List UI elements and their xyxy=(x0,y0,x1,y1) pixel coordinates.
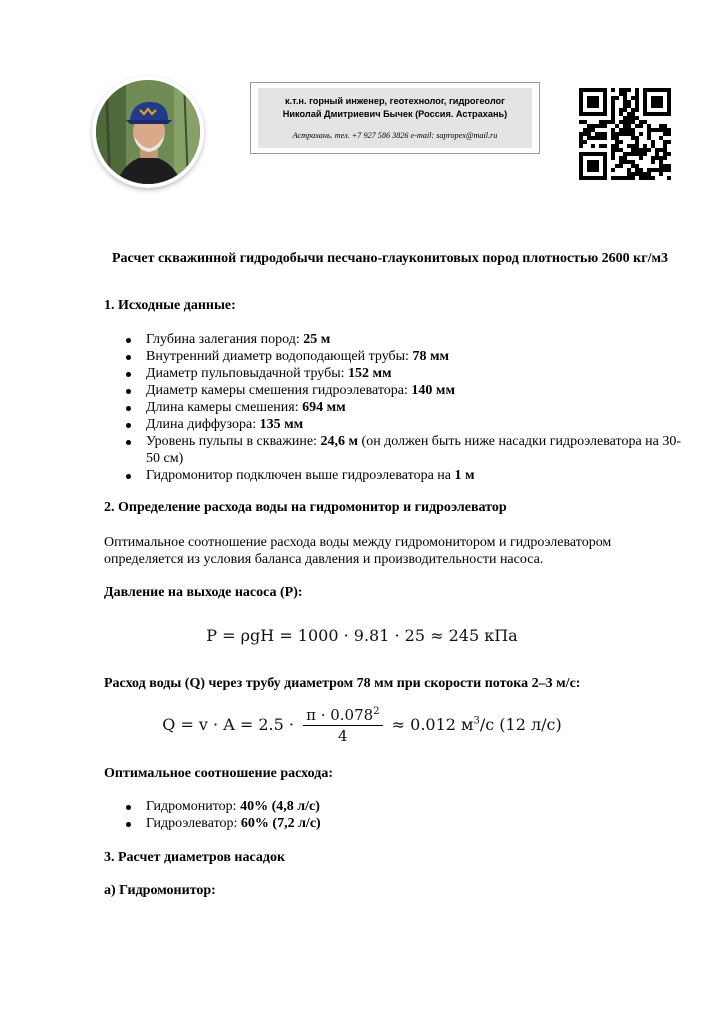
list-item-value: 1 м xyxy=(454,468,475,483)
ratio-item-value: 40% (4,8 л/с) xyxy=(240,799,320,814)
list-item-label: Диаметр пульповыдачной трубы: xyxy=(146,366,349,381)
list-item xyxy=(104,467,684,484)
list-item-value: 78 мм xyxy=(412,349,450,364)
pressure-heading: Давление на выходе насоса (P): xyxy=(104,585,303,600)
flow-formula-lhs: Q = v · A = 2.5 · xyxy=(162,715,294,734)
flow-formula-numerator xyxy=(303,706,382,726)
list-item xyxy=(104,382,684,399)
list-item-label: Внутренний диаметр водоподающей трубы: xyxy=(146,349,413,364)
list-item-label: Глубина залегания пород: xyxy=(146,332,304,347)
section-2-paragraph-line-1: Оптимальное соотношение расхода воды между гидромонитором и гидроэлеватором xyxy=(104,535,612,550)
author-avatar xyxy=(96,80,200,184)
flow-formula-rhs: ≈ 0.012 м xyxy=(391,715,474,734)
ratio-heading: Оптимальное соотношение расхода: xyxy=(104,766,333,781)
section-3-sub-a: а) Гидромонитор: xyxy=(104,883,216,898)
section-2-paragraph-line-2: определяется из условия баланса давления и производительности насоса. xyxy=(104,552,544,567)
flow-formula-fraction xyxy=(303,706,382,745)
list-item-value: 25 м xyxy=(303,332,331,347)
section-3-heading: 3. Расчет диаметров насадок xyxy=(104,850,286,865)
flow-formula-rhs-exponent: 3 xyxy=(473,715,480,727)
list-item xyxy=(104,433,684,467)
pressure-formula-text: P = ρgH = 1000 · 9.81 · 25 ≈ 245 кПа xyxy=(206,626,518,645)
list-item xyxy=(104,348,684,365)
author-card-inner xyxy=(258,88,532,148)
section-1-heading: 1. Исходные данные: xyxy=(104,298,236,313)
ratio-item-label: Гидромонитор: xyxy=(146,799,241,814)
portrait-photo-icon xyxy=(96,80,200,184)
list-item-label: Гидромонитор подключен выше гидроэлеватора на xyxy=(146,468,455,483)
section-2-heading: 2. Определение расхода воды на гидромонитор и гидроэлеватор xyxy=(104,500,507,515)
flow-formula-rhs-tail: /с (12 л/с) xyxy=(479,715,562,734)
author-name: Николай Дмитриевич Бычек (Россия. Астрахань) xyxy=(282,109,508,119)
ratio-item xyxy=(104,815,684,832)
ratio-item-label: Гидроэлеватор: xyxy=(146,816,241,831)
list-item-label: Длина камеры смешения: xyxy=(146,400,303,415)
document-title: Расчет скважинной гидродобычи песчано-глауконитовых пород плотностью 2600 кг/м3 xyxy=(112,251,668,266)
author-credentials: к.т.н. горный инженер, геотехнолог, гидрогеолог xyxy=(285,96,505,106)
pressure-formula xyxy=(0,626,724,645)
list-item-label: Уровень пульпы в скважине: xyxy=(146,434,321,449)
list-item-value: 152 мм xyxy=(348,366,392,381)
list-item-value: 135 мм xyxy=(259,417,304,432)
author-contacts: Астрахань. тел. +7 927 586 3826 e-mail: sapropex@mail.ru xyxy=(292,131,498,140)
ratio-list xyxy=(104,798,684,832)
qr-code-icon xyxy=(579,88,671,180)
author-card xyxy=(250,82,540,154)
list-item-label: Длина диффузора: xyxy=(146,417,260,432)
list-item xyxy=(104,365,684,382)
list-item-note: (он должен быть ниже насадки гидроэлеватора на 30-50 см) xyxy=(146,434,682,466)
list-item xyxy=(104,416,684,433)
initial-data-list xyxy=(104,331,684,484)
flow-heading: Расход воды (Q) через трубу диаметром 78 мм при скорости потока 2–3 м/с: xyxy=(104,676,581,691)
qr-code-graphic xyxy=(579,88,671,180)
flow-formula xyxy=(0,706,724,745)
list-item xyxy=(104,399,684,416)
list-item-value: 140 мм xyxy=(411,383,455,398)
flow-formula-numerator-base: π · 0.078 xyxy=(306,706,374,724)
list-item xyxy=(104,331,684,348)
list-item-label: Диаметр камеры смешения гидроэлеватора: xyxy=(146,383,412,398)
list-item-value: 694 мм xyxy=(302,400,346,415)
ratio-item-value: 60% (7,2 л/с) xyxy=(240,816,321,831)
ratio-item xyxy=(104,798,684,815)
flow-formula-numerator-exponent: 2 xyxy=(373,706,380,717)
list-item-value: 24,6 м xyxy=(320,434,359,449)
flow-formula-denominator: 4 xyxy=(338,727,348,745)
